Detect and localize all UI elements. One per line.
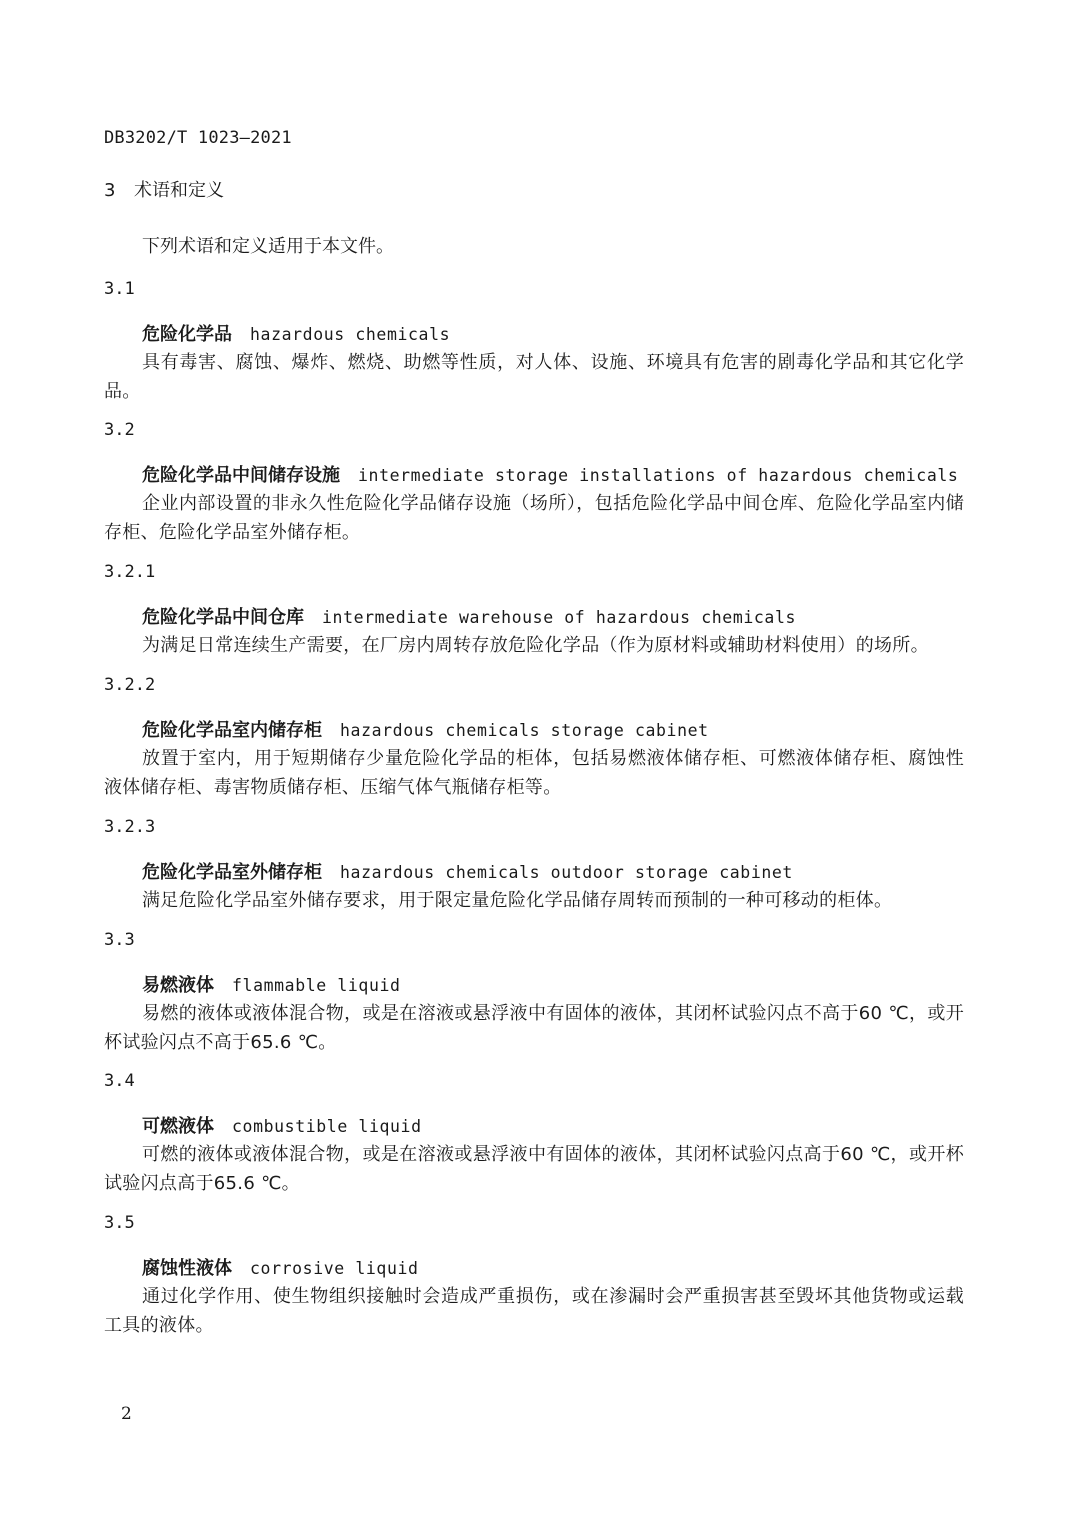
term-entry [104,1071,964,1198]
term-entry [104,817,964,916]
entry-number: 3.2 [104,420,135,440]
term-definition: 可燃的液体或液体混合物，或是在溶液或悬浮液中有固体的液体，其闭杯试验闪点高于60 ℃，或开杯试验闪点高于65.6 ℃。 [104,1144,964,1194]
term-line [104,859,964,887]
term-english: hazardous chemicals outdoor storage cabinet [340,863,793,882]
term-definition: 满足危险化学品室外储存要求，用于限定量危险化学品储存周转而预制的一种可移动的柜体。 [142,890,893,911]
term-english: flammable liquid [232,976,401,995]
term-entry [104,1213,964,1340]
term-chinese: 腐蚀性液体 [142,1258,232,1279]
page-number: 2 [121,1404,132,1424]
term-line [104,1255,964,1283]
entry-number: 3.2.2 [104,675,156,695]
intro-paragraph: 下列术语和定义适用于本文件。 [142,236,394,257]
term-english: combustible liquid [232,1117,422,1136]
term-definition: 放置于室内，用于短期储存少量危险化学品的柜体，包括易燃液体储存柜、可燃液体储存柜、腐蚀性液体储存柜、毒害物质储存柜、压缩气体气瓶储存柜等。 [104,748,964,798]
term-chinese: 危险化学品中间仓库 [142,607,304,628]
term-english: intermediate storage installations of hazardous chemicals [358,466,959,485]
term-definition: 为满足日常连续生产需要，在厂房内周转存放危险化学品（作为原材料或辅助材料使用）的场所。 [142,635,929,656]
term-chinese: 可燃液体 [142,1116,214,1137]
term-english: hazardous chemicals storage cabinet [340,721,709,740]
term-line [104,604,964,632]
term-chinese: 危险化学品中间储存设施 [142,465,340,486]
entry-number: 3.5 [104,1213,135,1233]
entry-number: 3.1 [104,279,135,299]
term-line [104,1113,964,1141]
entry-number: 3.3 [104,930,135,950]
term-english: intermediate warehouse of hazardous chemicals [322,608,797,627]
term-chinese: 危险化学品室外储存柜 [142,862,322,883]
term-line [104,321,964,349]
term-definition: 企业内部设置的非永久性危险化学品储存设施（场所），包括危险化学品中间仓库、危险化学品室内储存柜、危险化学品室外储存柜。 [104,493,964,543]
term-entry [104,420,964,547]
document-code: DB3202/T 1023—2021 [104,128,292,148]
term-line [104,717,964,745]
term-line [104,462,964,490]
section-title-text: 术语和定义 [134,180,224,201]
term-entry [104,562,964,661]
term-definition: 通过化学作用、使生物组织接触时会造成严重损伤，或在渗漏时会严重损害甚至毁坏其他货物或运载工具的液体。 [104,1286,964,1336]
term-chinese: 危险化学品 [142,324,232,345]
entry-number: 3.2.1 [104,562,156,582]
term-english: corrosive liquid [250,1259,419,1278]
term-entry [104,675,964,802]
term-english: hazardous chemicals [250,325,451,344]
entry-number: 3.2.3 [104,817,156,837]
term-definition: 具有毒害、腐蚀、爆炸、燃烧、助燃等性质，对人体、设施、环境具有危害的剧毒化学品和其它化学品。 [104,352,964,402]
term-chinese: 危险化学品室内储存柜 [142,720,322,741]
section-heading [104,176,224,202]
term-chinese: 易燃液体 [142,975,214,996]
entry-number: 3.4 [104,1071,135,1091]
term-entry [104,279,964,406]
term-line [104,972,964,1000]
term-entry [104,930,964,1057]
term-definition: 易燃的液体或液体混合物，或是在溶液或悬浮液中有固体的液体，其闭杯试验闪点不高于60 ℃，或开杯试验闪点不高于65.6 ℃。 [104,1003,964,1053]
section-number: 3 [104,180,116,201]
